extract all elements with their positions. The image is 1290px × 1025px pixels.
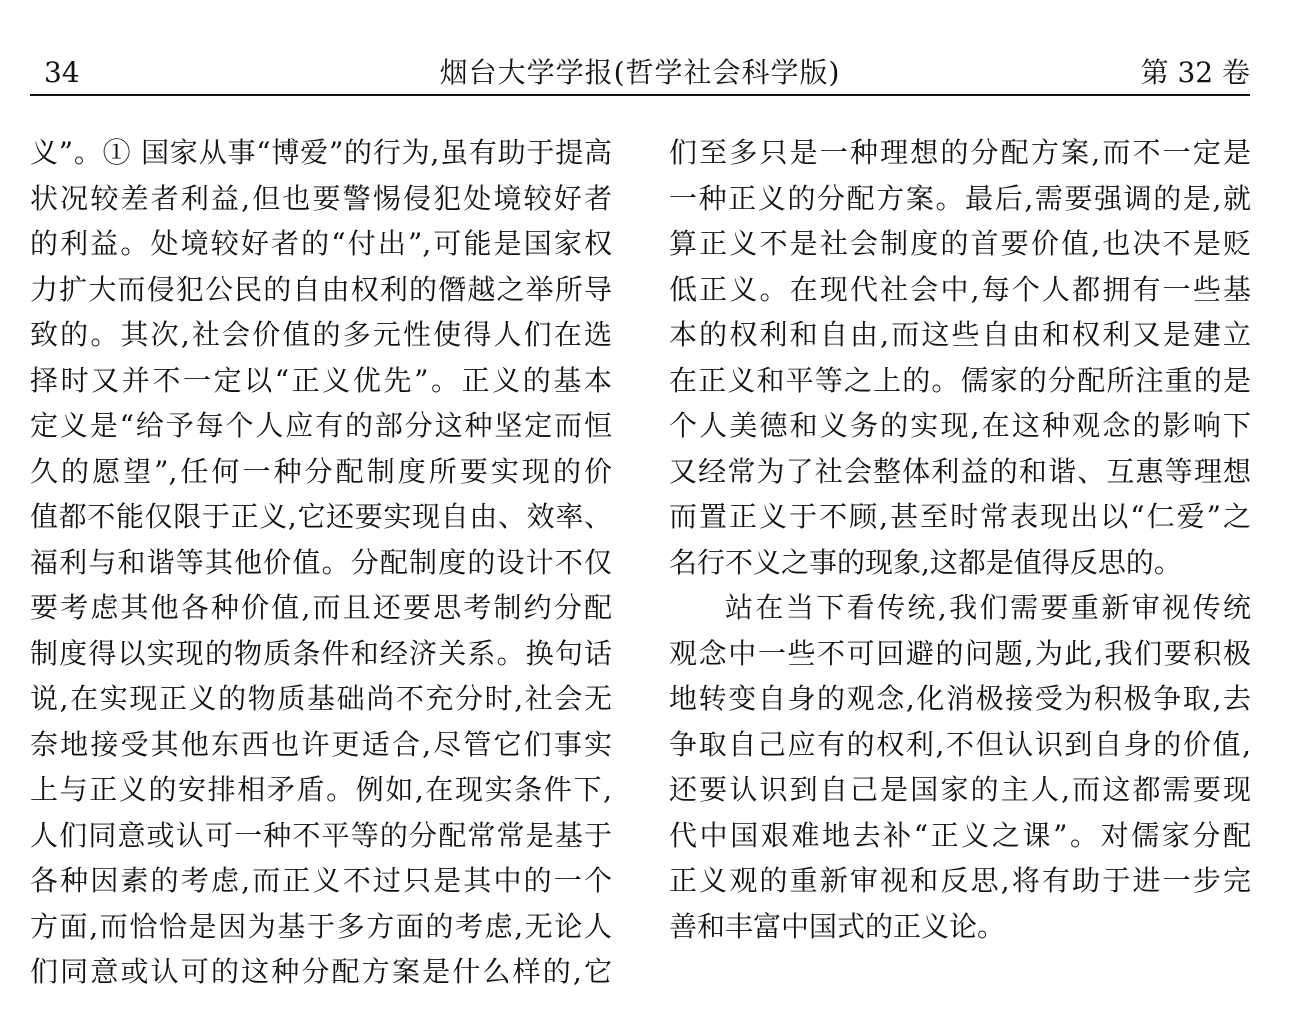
text-line: 地转变自身的观念,化消极接受为积极争取,去 [669,682,1251,715]
text-line: 个人美德和义务的实现,在这种观念的影响下 [669,409,1251,442]
text-line: 方面,而恰恰是因为基于多方面的考虑,无论人 [30,909,612,943]
text-line: 要考虑其他各种价值,而且还要思考制约分配 [30,591,612,624]
text-line: 还要认识到自己是国家的主人,而这都需要现 [669,773,1251,806]
volume-label: 第 32 卷 [1140,56,1250,89]
text-line: 又经常为了社会整体利益的和谐、互惠等理想 [669,454,1251,488]
text-line: 低正义。在现代社会中,每个人都拥有一些基 [669,272,1251,306]
text-line: 争取自己应有的权利,不但认识到自身的价值, [669,727,1251,761]
text-line: 正义观的重新审视和反思,将有助于进一步完 [669,864,1251,897]
text-line: 一种正义的分配方案。最后,需要强调的是,就 [669,181,1251,215]
text-line: 择时又并不一定以“正义优先”。正义的基本 [30,363,612,397]
left-column [30,130,612,995]
text-line: 各种因素的考虑,而正义不过只是其中的一个 [30,864,612,897]
text-line: 状况较差者利益,但也要警惕侵犯处境较好者 [30,181,612,215]
text-line: 本的权利和自由,而这些自由和权利又是建立 [669,318,1251,351]
journal-title: 烟台大学学报(哲学社会科学版) [439,56,841,89]
page-number: 34 [44,56,80,89]
text-line: 善和丰富中国式的正义论。 [669,909,1006,943]
paragraph-first-line: 站在当下看传统,我们需要重新审视传统 [725,591,1251,624]
text-line: 制度得以实现的物质条件和经济关系。换句话 [30,636,612,670]
text-line: 说,在实现正义的物质基础尚不充分时,社会无 [30,682,612,715]
text-line: 名行不义之事的现象,这都是值得反思的。 [669,545,1182,579]
right-column [669,130,1251,949]
text-line: 们至多只是一种理想的分配方案,而不一定是 [669,136,1251,169]
text-line: 们同意或认可的这种分配方案是什么样的,它 [30,955,612,988]
text-line: 力扩大而侵犯公民的自由权利的僭越之举所导 [30,272,612,306]
text-line: 定义是“给予每个人应有的部分这种坚定而恒 [30,409,612,442]
text-line: 在正义和平等之上的。儒家的分配所注重的是 [669,363,1251,397]
text-line: 值都不能仅限于正义,它还要实现自由、效率、 [30,500,612,533]
text-line: 福利与和谐等其他价值。分配制度的设计不仅 [30,545,612,579]
text-line: 久的愿望”,任何一种分配制度所要实现的价 [30,454,612,488]
text-line: 观念中一些不可回避的问题,为此,我们要积极 [669,636,1251,670]
text-line: 而置正义于不顾,甚至时常表现出以“仁爱”之 [669,500,1251,533]
text-line: 算正义不是社会制度的首要价值,也决不是贬 [669,227,1251,260]
text-line: 奈地接受其他东西也许更适合,尽管它们事实 [30,727,612,761]
text-line: 致的。其次,社会价值的多元性使得人们在选 [30,318,612,351]
text-line: 人们同意或认可一种不平等的分配常常是基于 [30,818,612,852]
text-line: 代中国艰难地去补“正义之课”。对儒家分配 [669,818,1251,852]
text-line: 的利益。处境较好者的“付出”,可能是国家权 [30,227,612,260]
page-header [30,52,1250,96]
text-line: 义”。① 国家从事“博爱”的行为,虽有助于提高 [30,136,612,169]
text-line: 上与正义的安排相矛盾。例如,在现实条件下, [30,773,612,806]
